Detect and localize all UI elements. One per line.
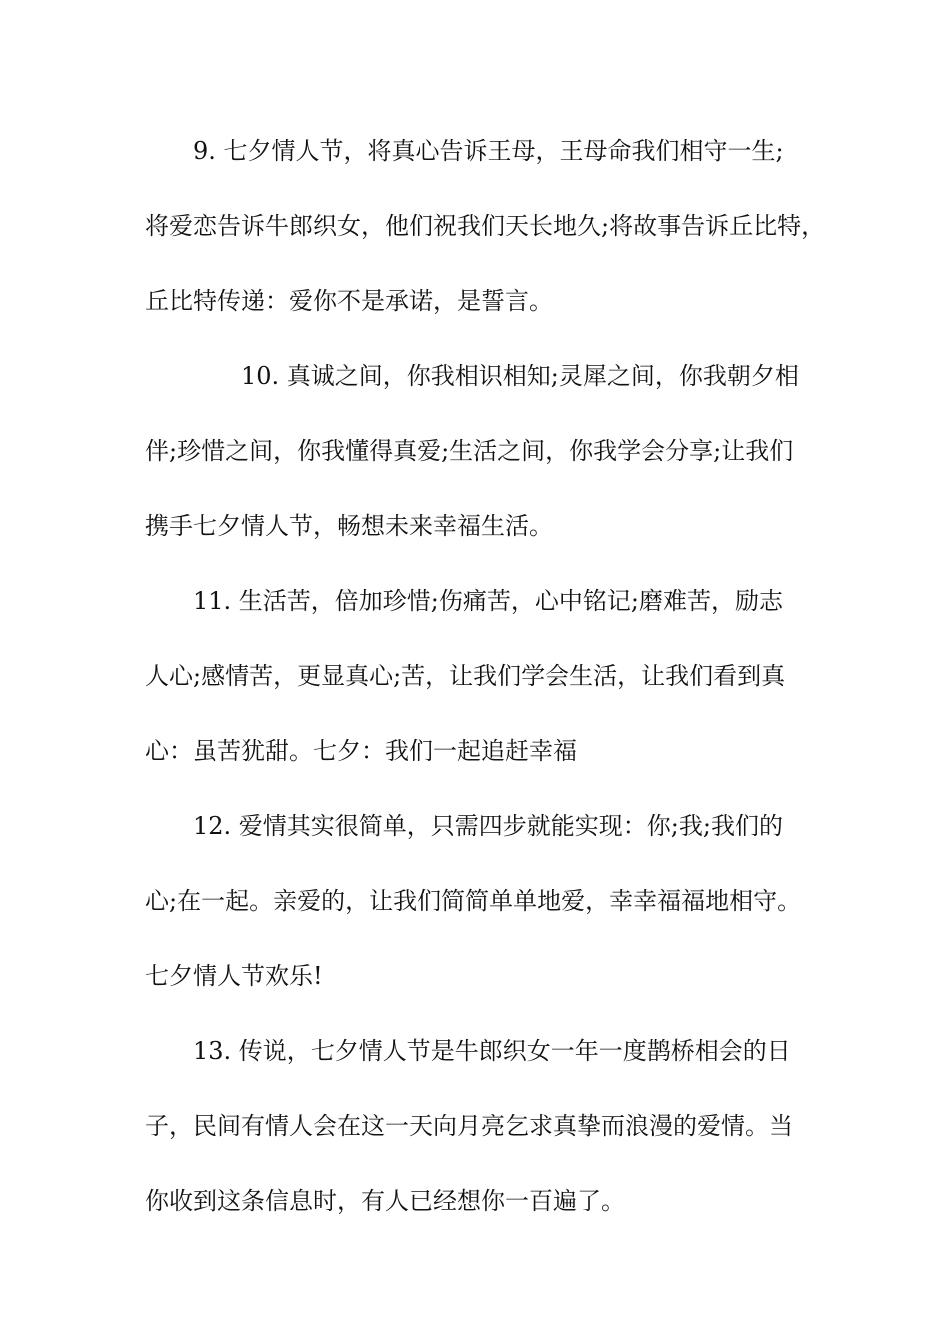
paragraph-13-line-2: 子，民间有情人会在这一天向月亮乞求真挚而浪漫的爱情。当 [145, 1112, 793, 1140]
paragraph-11-line-2: 人心;感情苦，更显真心;苦，让我们学会生活，让我们看到真 [145, 662, 786, 690]
paragraph-12-line-3: 七夕情人节欢乐! [145, 962, 323, 990]
paragraph-10-line-2: 伴;珍惜之间，你我懂得真爱;生活之间，你我学会分享;让我们 [145, 437, 794, 465]
paragraph-12-line-2: 心;在一起。亲爱的，让我们简简单单地爱，幸幸福福地相守。 [145, 887, 802, 915]
paragraph-9-line-2: 将爱恋告诉牛郎织女，他们祝我们天长地久;将故事告诉丘比特， [145, 212, 826, 240]
paragraph-12-line-1: 12. 爱情其实很简单，只需四步就能实现：你;我;我们的 [193, 812, 783, 840]
paragraph-11-line-1: 11. 生活苦，倍加珍惜;伤痛苦，心中铭记;磨难苦，励志 [193, 587, 783, 615]
paragraph-11-line-3: 心：虽苦犹甜。七夕：我们一起追赶幸福 [145, 737, 577, 765]
paragraph-9-line-1: 9. 七夕情人节，将真心告诉王母，王母命我们相守一生; [193, 137, 784, 165]
paragraph-13-line-3: 你收到这条信息时，有人已经想你一百遍了。 [145, 1187, 625, 1215]
paragraph-10-line-3: 携手七夕情人节，畅想未来幸福生活。 [145, 512, 553, 540]
paragraph-13-line-1: 13. 传说，七夕情人节是牛郎织女一年一度鹊桥相会的日 [193, 1037, 791, 1065]
paragraph-9-line-3: 丘比特传递：爱你不是承诺，是誓言。 [145, 287, 553, 315]
paragraph-10-line-1: 10. 真诚之间，你我相识相知;灵犀之间，你我朝夕相 [241, 362, 799, 390]
